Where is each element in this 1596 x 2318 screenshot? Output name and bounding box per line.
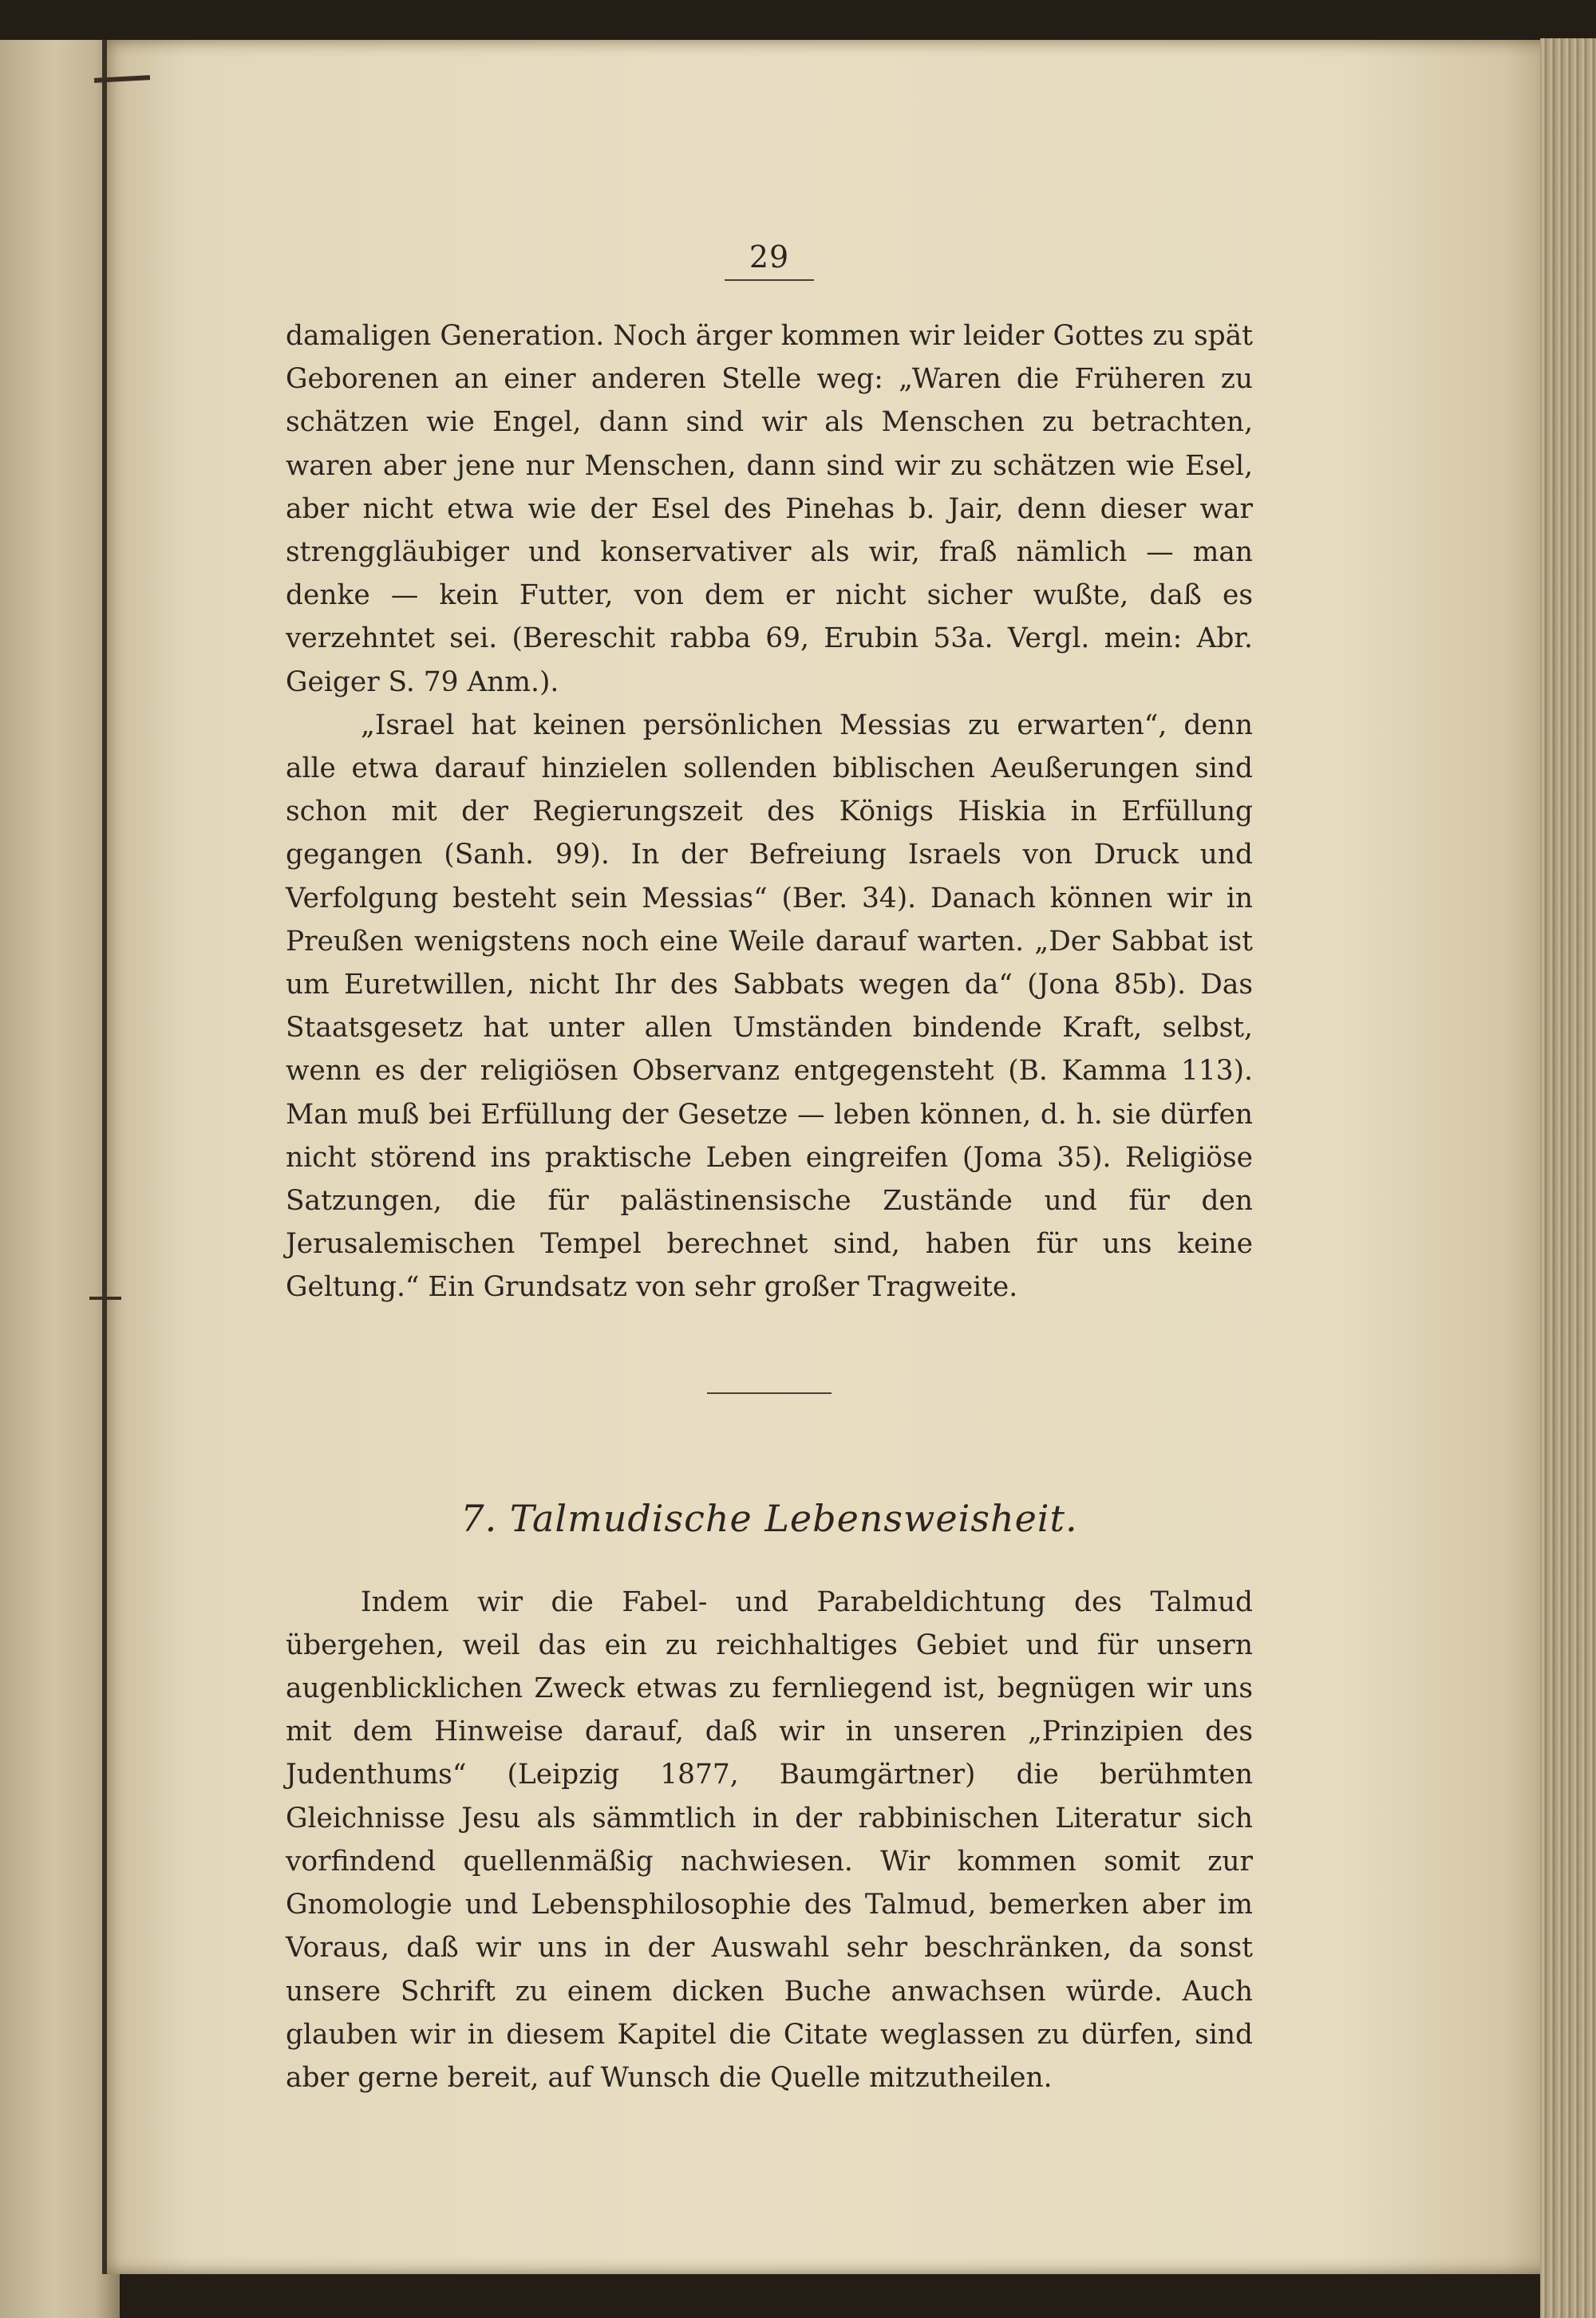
margin-ink-mark-lower <box>89 1297 121 1300</box>
section-divider <box>707 1392 832 1394</box>
page-number: 29 <box>749 239 790 274</box>
page-number-rule <box>725 279 814 281</box>
section-heading: 7. Talmudische Lebensweisheit. <box>460 1496 1078 1540</box>
page-content <box>286 239 1253 2099</box>
paragraph-gnomology: Indem wir die Fabel- und Parabeldichtung des Talmud übergehen, weil das ein zu reichhaltiges Gebiet und für unsern augenblicklichen Zweck etwas zu fernliegend ist, begnügen wir uns mit dem Hinweise darauf, daß wir in unseren „Prinzipien des Judenthums“ (Leipzig 1877, Baumgärtner) die berühmten Gleichnisse Jesu als sämmtlich in der rabbinischen Literatur sich vorfindend quellenmäßig nachwiesen. Wir kommen somit zur Gnomologie und Lebensphilosophie des Talmud, bemerken aber im Voraus, daß wir uns in der Auswahl sehr beschränken, da sonst unsere Schrift zu einem dicken Buche anwachsen würde. Auch glauben wir in diesem Kapitel die Citate weglassen zu dürfen, sind aber gerne bereit, auf Wunsch die Quelle mitzutheilen. <box>286 1585 1253 2094</box>
page-stack-edge <box>1540 38 1596 2318</box>
paragraph-continuation: damaligen Generation. Noch ärger kommen wir leider Gottes zu spät Geborenen an einer anderen Stelle weg: „Waren die Früheren zu schätzen wie Engel, dann sind wir als Menschen zu betrachten, waren aber jene nur Menschen, dann sind wir zu schätzen wie Esel, aber nicht etwa wie der Esel des Pinehas b. Jair, denn dieser war strenggläubiger und konservativer als wir, fraß nämlich — man denke — kein Futter, von dem er nicht sicher wußte, daß es verzehntet sei. (Bereschit rabba 69, Erubin 53a. Vergl. mein: Abr. Geiger S. 79 Anm.). <box>286 320 1253 698</box>
gutter-fold <box>102 40 107 2274</box>
paragraph-messiah: „Israel hat keinen persönlichen Messias zu erwarten“, denn alle etwa darauf hinzielen sollenden biblischen Aeußerungen sind schon mit der Regierungszeit des Königs Hiskia in Erfüllung gegangen (Sanh. 99). In der Befreiung Israels von Druck und Verfolgung besteht sein Messias“ (Ber. 34). Danach können wir in Preußen wenigstens noch eine Weile darauf warten. „Der Sabbat ist um Euretwillen, nicht Ihr des Sabbats wegen da“ (Jona 85b). Das Staatsgesetz hat unter allen Umständen bindende Kraft, selbst, wenn es der religiösen Observanz entgegensteht (B. Kamma 113). Man muß bei Erfüllung der Gesetze — leben können, d. h. sie dürfen nicht störend ins praktische Leben eingreifen (Joma 35). Religiöse Satzungen, die für palästinensische Zustände und für den Jerusalemischen Tempel berechnet sind, haben für uns keine Geltung.“ Ein Grundsatz von sehr großer Tragweite. <box>286 709 1253 1304</box>
